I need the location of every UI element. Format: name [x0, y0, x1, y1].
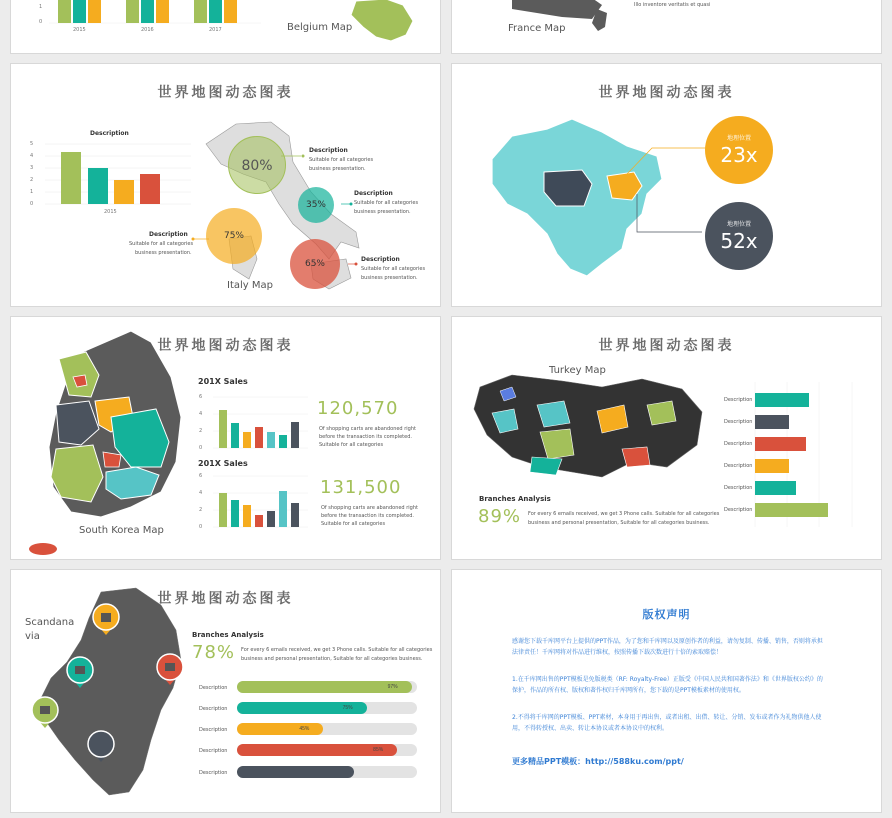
callout-line: Suitable for all categories: [129, 241, 194, 247]
callout-line: Suitable for all categories: [354, 200, 419, 206]
copyright-paragraph: 感谢您下载千库网平台上提供的PPT作品，为了您和千库网以及原创作者的利益，请勿复制、传播、销售，否则将承担法律责任！千库网将对作品进行维权，按照传播下载次数进行十倍的索取赔偿！: [512, 638, 823, 656]
y-tick: 0: [199, 445, 203, 451]
callout-line: business presentation.: [361, 275, 418, 281]
slide-italy[interactable]: [10, 63, 441, 307]
progress-track: [237, 766, 417, 778]
sales-desc: Of shopping carts are abandoned right: [319, 426, 416, 432]
chart-bar: [73, 0, 86, 23]
chart-bar: [219, 493, 227, 527]
callout-line: business presentation.: [135, 250, 192, 256]
copyright-paragraph: 1.在千库网出售的PPT模板是免版税类（RF: Royalty-Free）正版受《中国人民共和国著作法》和《世界版权公约》的保护，作品的所有权、版权和著作权归千库网所有，您下载的是PPT模板素材的使用权。: [512, 676, 823, 694]
sales-value: 120,570: [317, 398, 399, 419]
chart-bar: [255, 515, 263, 527]
map-label: France Map: [508, 23, 566, 34]
turkey-hbar-chart: [742, 377, 882, 537]
y-tick: 3: [30, 165, 34, 171]
x-tick: 2016: [141, 27, 154, 33]
y-tick: 6: [199, 394, 203, 400]
slide-south-korea[interactable]: [10, 316, 441, 560]
map-label: Belgium Map: [287, 22, 353, 33]
progress-fill: 75%: [237, 702, 367, 714]
bar-label: Description: [724, 441, 753, 447]
sales-title: 201X Sales: [198, 377, 248, 386]
y-tick: 0: [199, 524, 203, 530]
bar-label: Description: [199, 685, 228, 691]
map-label: via: [25, 631, 40, 642]
chart-bar: [231, 423, 239, 448]
chart-bar: [755, 437, 806, 451]
sales-desc: before the transaction its completed.: [319, 434, 412, 440]
y-tick: 1: [39, 4, 43, 10]
sales-chart-1: [203, 392, 313, 452]
sales-value: 131,500: [320, 477, 402, 498]
sales-desc: Suitable for all categories: [321, 521, 386, 527]
sales-title: 201X Sales: [198, 459, 248, 468]
chart-bar: [58, 0, 71, 23]
slide-title: 世界地图动态图表: [598, 338, 735, 354]
x-tick: 2015: [73, 27, 86, 33]
chart-bar: [243, 505, 251, 527]
chart-bar: [255, 427, 263, 448]
y-tick: 4: [199, 411, 203, 417]
map-label: Turkey Map: [549, 365, 606, 376]
y-tick: 6: [199, 473, 203, 479]
pct-circle-green: 80%: [228, 136, 286, 194]
callout-line: business presentation.: [309, 166, 366, 172]
y-tick: 0: [30, 201, 34, 207]
slide-belgium[interactable]: [10, 0, 441, 54]
sales-chart-2: [203, 471, 313, 531]
chart-bar: [755, 415, 789, 429]
chart-bar: [156, 0, 169, 23]
chart-bar: [224, 0, 237, 23]
progress-track: [237, 744, 417, 756]
slide-scandinavia[interactable]: [10, 569, 441, 813]
branches-title: Branches Analysis: [192, 631, 264, 639]
bar-label: Description: [724, 485, 753, 491]
branches-pct: 78%: [192, 642, 236, 663]
callout-title: Description: [354, 190, 393, 197]
bar-label: Description: [724, 397, 753, 403]
stat-circle-dark: [705, 202, 773, 270]
branches-desc: business and personal presentation, Suitable for all categories business.: [528, 520, 710, 526]
chart-title: Description: [90, 130, 129, 137]
branches-desc: business and personal presentation, Suitable for all categories business.: [241, 656, 423, 662]
callout-line: business presentation.: [354, 209, 411, 215]
chart-bar: [209, 0, 222, 23]
slide-copyright[interactable]: [451, 569, 882, 813]
france-text: Illo inventore veritatis et quasi: [634, 2, 711, 8]
callout-line: Suitable for all categories: [309, 157, 374, 163]
pct-circle-orange: 75%: [206, 208, 262, 264]
chart-bar: [291, 503, 299, 527]
callout-title: Description: [149, 231, 188, 238]
pct-circle-teal: 35%: [298, 187, 334, 223]
map-label: Scandana: [25, 617, 75, 628]
brazil-map: [452, 64, 882, 307]
slide-title: 世界地图动态图表: [598, 85, 735, 101]
sales-desc: Suitable for all categories: [319, 442, 384, 448]
slide-turkey[interactable]: [451, 316, 882, 560]
map-label: Italy Map: [227, 280, 273, 291]
branches-desc: For every 6 emails received, we get 3 Phone calls. Suitable for all categories: [528, 511, 720, 517]
branches-pct: 89%: [478, 506, 522, 527]
copyright-paragraph: 2.不得将千库网的PPT模板、PPT素材，本身用于再出售，或者出租、出借、转让、分销、发布或者作为礼物供他人使用，不得转授权、出卖、转让本协议或者本协议中的权利。: [512, 714, 822, 732]
x-tick: 2015: [104, 209, 117, 215]
chart-bar: [291, 422, 299, 448]
chart-bar: [231, 500, 239, 527]
chart-bar: [243, 432, 251, 448]
progress-fill: 97%: [237, 681, 412, 693]
stat-value: 52x: [720, 229, 758, 253]
slide-france[interactable]: [451, 0, 882, 54]
bar-label: Description: [199, 706, 228, 712]
progress-track: [237, 681, 417, 693]
slide-title: 世界地图动态图表: [157, 85, 294, 101]
chart-bar: [267, 511, 275, 527]
branches-desc: For every 6 emails received, we get 3 Phone calls. Suitable for all categories: [241, 647, 433, 653]
chart-bar: [279, 435, 287, 448]
callout-title: Description: [361, 256, 400, 263]
chart-bar: [267, 432, 275, 448]
callout-line: Suitable for all categories: [361, 266, 426, 272]
callout-title: Description: [309, 147, 348, 154]
belgium-map: [351, 0, 413, 41]
chart-bar: [194, 0, 207, 23]
copyright-title: 版权声明: [642, 608, 691, 621]
slide-title: 世界地图动态图表: [157, 338, 294, 354]
sales-desc: before the transaction its completed.: [321, 513, 414, 519]
chart-bar: [279, 491, 287, 527]
stat-circle-orange: [705, 116, 773, 184]
bar-label: Description: [199, 748, 228, 754]
progress-fill: [237, 766, 354, 778]
y-tick: 2: [30, 177, 34, 183]
y-tick: 2: [199, 507, 203, 513]
pct-circle-red: 65%: [290, 239, 340, 289]
branches-title: Branches Analysis: [479, 495, 551, 503]
y-tick: 4: [30, 153, 34, 159]
y-tick: 1: [30, 189, 34, 195]
y-tick: 5: [30, 141, 34, 147]
bar-label: Description: [199, 770, 228, 776]
chart-bar: [755, 503, 828, 517]
y-tick: 4: [199, 490, 203, 496]
chart-bar: [755, 459, 789, 473]
bar-label: Description: [724, 463, 753, 469]
slide-title: 世界地图动态图表: [157, 591, 294, 607]
chart-bar: [88, 0, 101, 23]
progress-fill: 45%: [237, 723, 323, 735]
progress-track: [237, 723, 417, 735]
y-tick: 2: [199, 428, 203, 434]
stat-label: 地理位置: [726, 135, 751, 142]
bar-label: Description: [199, 727, 228, 733]
map-label: South Korea Map: [79, 525, 164, 536]
stat-label: 地理位置: [726, 221, 751, 228]
x-tick: 2017: [209, 27, 222, 33]
bar-label: Description: [724, 507, 753, 513]
chart-bar: [755, 481, 796, 495]
progress-fill: 85%: [237, 744, 397, 756]
progress-track: [237, 702, 417, 714]
sales-desc: Of shopping carts are abandoned right: [321, 505, 418, 511]
bar-label: Description: [724, 419, 753, 425]
more-templates-link[interactable]: 更多精品PPT模板：http://588ku.com/ppt/: [512, 757, 684, 766]
chart-bar: [755, 393, 809, 407]
y-tick: 0: [39, 19, 43, 25]
chart-bar: [219, 410, 227, 448]
stat-value: 23x: [720, 143, 758, 167]
chart-bar: [141, 0, 154, 23]
chart-bar: [126, 0, 139, 23]
slide-brazil[interactable]: [451, 63, 882, 307]
